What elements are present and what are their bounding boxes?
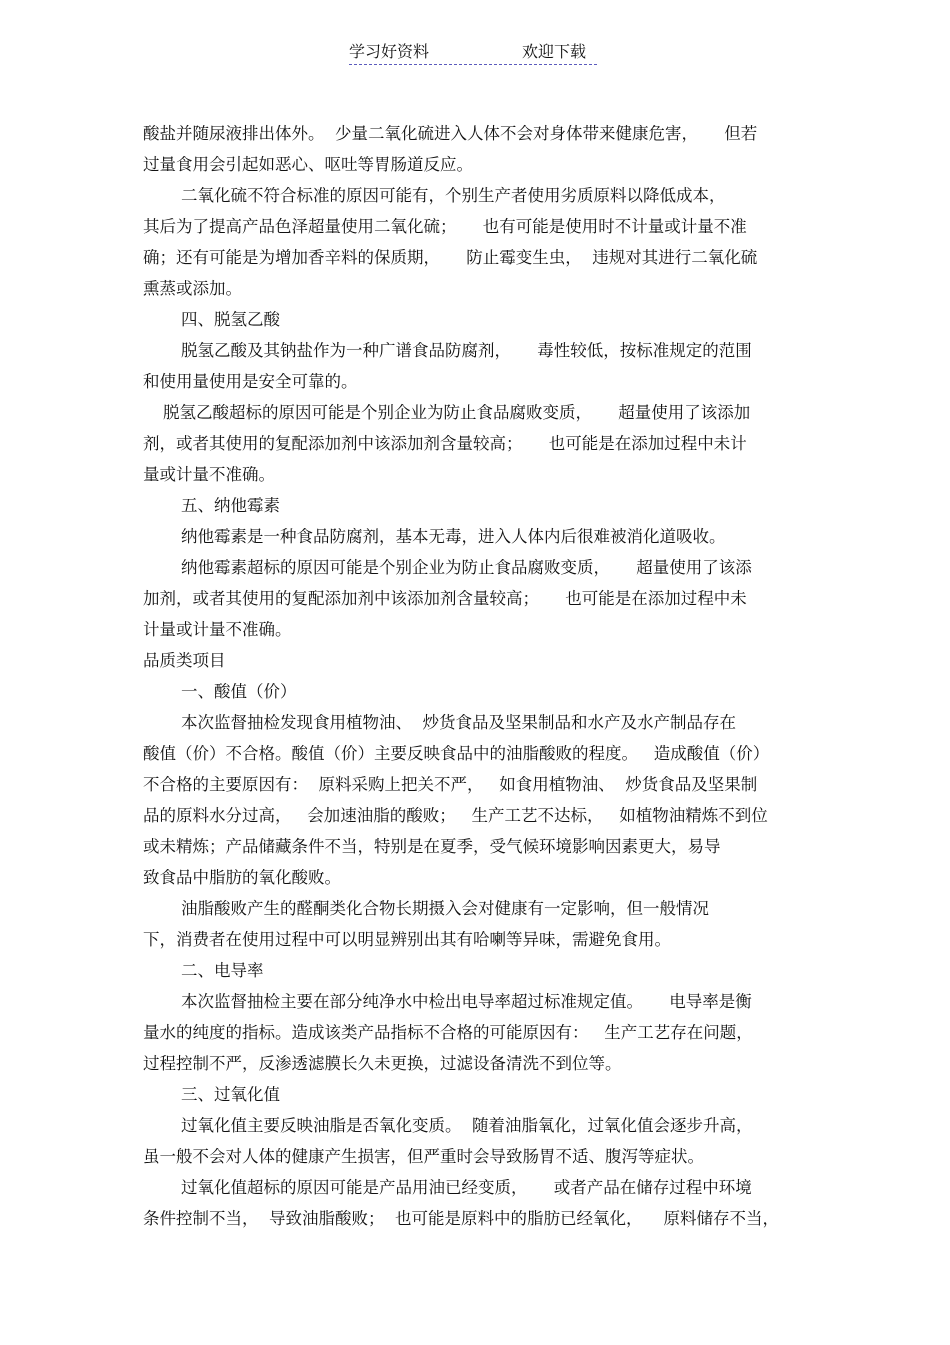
text-line: 过氧化值主要反映油脂是否氧化变质。 随着油脂氧化，过氧化值会逐步升高， [181, 1116, 753, 1135]
text-line: 四、脱氢乙酸 [181, 310, 280, 329]
text-line: 下，消费者在使用过程中可以明显辨别出其有哈喇等异味，需避免食用。 [143, 930, 671, 949]
text-line: 二氧化硫不符合标准的原因可能有，个别生产者使用劣质原料以降低成本， [181, 186, 726, 205]
text-line: 其后为了提高产品色泽超量使用二氧化硫； 也有可能是使用时不计量或计量不准 [143, 217, 747, 236]
text-line: 或未精炼；产品储藏条件不当，特别是在夏季，受气候环境影响因素更大，易导 [143, 837, 721, 856]
text-line: 条件控制不当， 导致油脂酸败； 也可能是原料中的脂肪已经氧化， 原料储存不当， [143, 1209, 779, 1228]
text-line: 酸盐并随尿液排出体外。 少量二氧化硫进入人体不会对身体带来健康危害， 但若 [143, 124, 758, 143]
text-line: 本次监督抽检发现食用植物油、 炒货食品及坚果制品和水产及水产制品存在 [181, 713, 736, 732]
text-line: 一、酸值（价） [181, 682, 297, 701]
header-right-text: 欢迎下载 [522, 42, 587, 61]
text-line: 酸值（价）不合格。酸值（价）主要反映食品中的油脂酸败的程度。 造成酸值（价） [143, 744, 770, 763]
text-line: 计量或计量不准确。 [143, 620, 292, 639]
text-line: 熏蒸或添加。 [143, 279, 242, 298]
text-line: 确；还有可能是为增加香辛料的保质期， 防止霉变生虫， 违规对其进行二氧化硫 [143, 248, 758, 267]
text-line: 二、电导率 [181, 961, 264, 980]
text-line: 脱氢乙酸超标的原因可能是个别企业为防止食品腐败变质， 超量使用了该添加 [163, 403, 751, 422]
text-line: 品质类项目 [143, 651, 226, 670]
text-line: 和使用量使用是安全可靠的。 [143, 372, 358, 391]
text-line: 虽一般不会对人体的健康产生损害，但严重时会导致肠胃不适、腹泻等症状。 [143, 1147, 704, 1166]
text-line: 致食品中脂肪的氧化酸败。 [143, 868, 341, 887]
text-line: 过程控制不严，反渗透滤膜长久未更换，过滤设备清洗不到位等。 [143, 1054, 622, 1073]
text-line: 纳他霉素超标的原因可能是个别企业为防止食品腐败变质， 超量使用了该添 [181, 558, 752, 577]
text-line: 脱氢乙酸及其钠盐作为一种广谱食品防腐剂， 毒性较低，按标准规定的范围 [181, 341, 752, 360]
text-line: 量水的纯度的指标。造成该类产品指标不合格的可能原因有： 生产工艺存在问题， [143, 1023, 753, 1042]
text-line: 五、纳他霉素 [181, 496, 280, 515]
text-line: 过氧化值超标的原因可能是产品用油已经变质， 或者产品在储存过程中环境 [181, 1178, 752, 1197]
text-line: 品的原料水分过高， 会加速油脂的酸败； 生产工艺不达标， 如植物油精炼不到位 [143, 806, 768, 825]
text-line: 本次监督抽检主要在部分纯净水中检出电导率超过标准规定值。 电导率是衡 [181, 992, 752, 1011]
text-line: 纳他霉素是一种食品防腐剂，基本无毒，进入人体内后很难被消化道吸收。 [181, 527, 726, 546]
page-header [349, 42, 597, 65]
text-line: 量或计量不准确。 [143, 465, 275, 484]
text-line: 油脂酸败产生的醛酮类化合物长期摄入会对健康有一定影响，但一般情况 [181, 899, 709, 918]
text-line: 过量食用会引起如恶心、呕吐等胃肠道反应。 [143, 155, 473, 174]
text-line: 加剂，或者其使用的复配添加剂中该添加剂含量较高； 也可能是在添加过程中未 [143, 589, 747, 608]
text-line: 三、过氧化值 [181, 1085, 280, 1104]
header-left-text: 学习好资料 [349, 42, 430, 61]
text-line: 不合格的主要原因有： 原料采购上把关不严， 如食用植物油、 炒货食品及坚果制 [143, 775, 758, 794]
text-line: 剂，或者其使用的复配添加剂中该添加剂含量较高； 也可能是在添加过程中未计 [143, 434, 747, 453]
document-body [143, 118, 808, 1234]
